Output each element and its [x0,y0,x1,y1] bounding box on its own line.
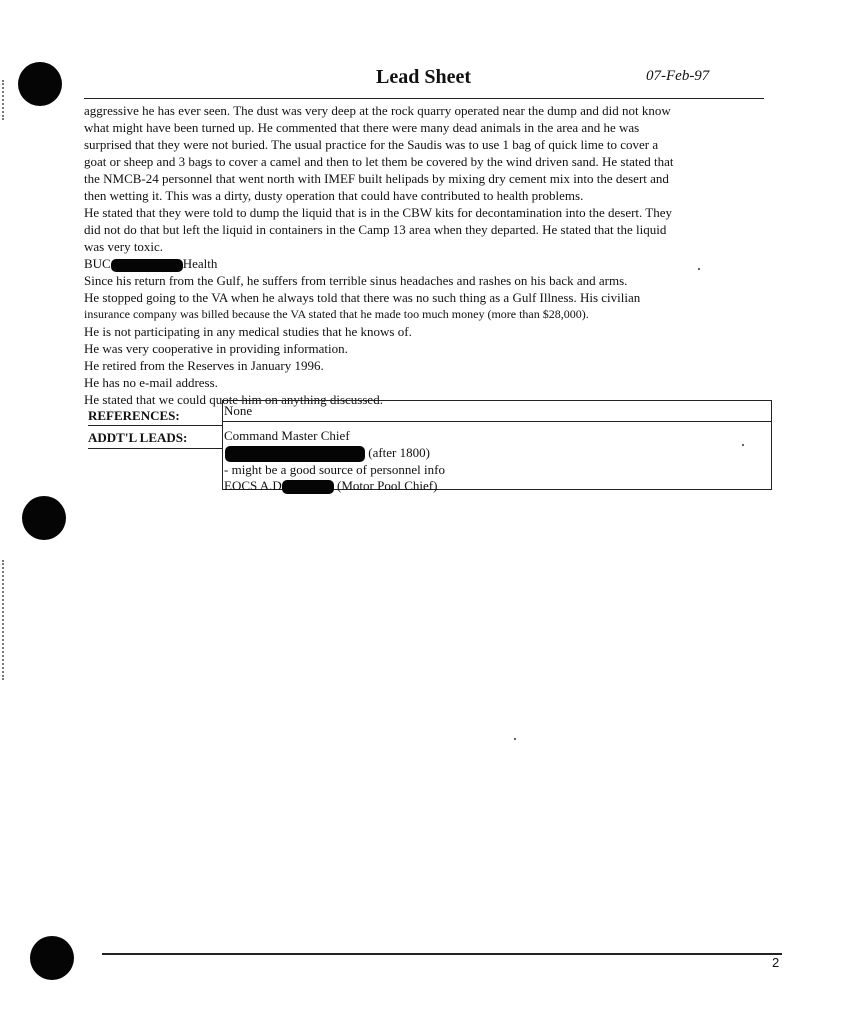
body-line: aggressive he has ever seen. The dust was very deep at the rock quarry operated near the dump and did not know [84,103,671,118]
health-line: He was very cooperative in providing information. [84,341,348,356]
body-line: He stated that they were told to dump the liquid that is in the CBW kits for decontamination into the desert. They [84,205,673,220]
references-label-underline [88,425,222,426]
table-separator [223,421,771,422]
lead-line4-suffix: (Motor Pool Chief) [337,478,438,493]
references-table [222,400,772,493]
lead-line: - might be a good source of personnel info [224,462,445,477]
health-line: Since his return from the Gulf, he suffers from terrible sinus headaches and rashes on his back and arms. [84,273,628,288]
health-line: He retired from the Reserves in January 1996. [84,358,324,373]
body-line: the NMCB-24 personnel that went north with IMEF built helipads by mixing dry cement mix into the desert and [84,171,669,186]
punch-hole-top [18,62,62,106]
scan-speck [742,444,744,446]
leads-label-underline [88,448,222,449]
page-number: 2 [772,955,780,970]
document-date: 07-Feb-97 [646,68,710,84]
body-line: goat or sheep and 3 bags to cover a camel and then to let them be covered by the wind driven sand. He stated that [84,154,674,169]
redaction-bar [225,446,365,462]
document-body [84,102,774,408]
footer-rule [102,953,782,955]
lead-line: Command Master Chief [224,428,350,443]
punch-hole-middle [22,496,66,540]
redaction-bar [282,480,334,494]
body-line: did not do that but left the liquid in containers in the Camp 13 area when they departed. He stated that the liquid [84,222,667,237]
scan-speck [698,268,700,270]
redaction-bar [111,259,183,272]
lead-line [224,478,437,494]
header-rule [84,98,764,99]
page-title: Lead Sheet [376,66,471,88]
health-suffix: Health [182,256,218,271]
health-line: He has no e-mail address. [84,375,218,390]
scan-edge-noise [2,80,14,120]
health-prefix: BUC [84,256,111,271]
health-line: insurance company was billed because the VA stated that he made too much money (more than $28,000). [84,307,589,321]
references-label: REFERENCES: [88,408,180,423]
references-value: None [224,403,253,418]
body-line: was very toxic. [84,239,164,254]
lead-line2-text: (after 1800) [368,445,430,460]
leads-label: ADDT'L LEADS: [88,430,188,445]
health-line: He stopped going to the VA when he always told that there was no such thing as a Gulf Illness. His civilian [84,290,641,305]
body-line: surprised that they were not buried. The usual practice for the Saudis was to use 1 bag of quick lime to cover a [84,137,659,152]
scan-speck [514,738,516,740]
health-line: He stated that we could quote him on anything discussed. [84,392,383,407]
scan-edge-noise [2,560,14,680]
body-line: then wetting it. This was a dirty, dusty operation that could have contributed to health problems. [84,188,584,203]
lead-line4-prefix: EOCS A.D [224,478,282,493]
body-line: what might have been turned up. He commented that there were many dead animals in the area and he was [84,120,640,135]
health-line: He is not participating in any medical studies that he knows of. [84,324,412,339]
lead-line [225,445,430,462]
health-heading [84,255,774,272]
punch-hole-bottom [30,936,74,980]
